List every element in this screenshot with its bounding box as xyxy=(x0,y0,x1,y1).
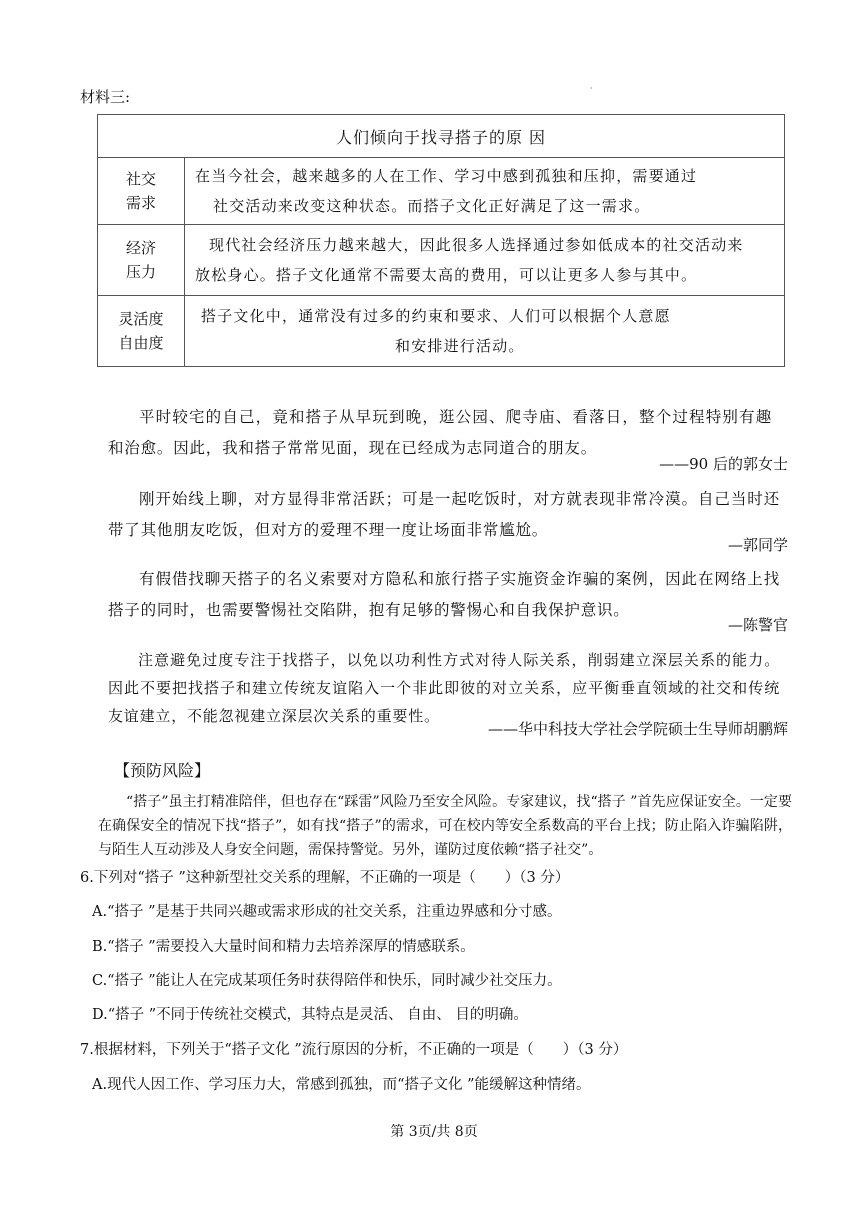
attribution-police: —陈警官 xyxy=(727,616,788,634)
question-6-option-c: C.“搭子 ”能让人在完成某项任务时获得陪伴和快乐，同时减少社交压力。 xyxy=(92,973,562,989)
attribution-professor: ——华中科技大学社会学院硕士生导师胡鹏辉 xyxy=(487,720,788,738)
quote-professor: 注意避免过度专注于找搭子，以免以功利性方式对待人际关系，削弱建立深层关系的能力。因此不要把找搭子和建立传统友谊陷入一个非此即彼的对立关系，应平衡垂直领域的社交和传统友谊建立，不能忽视建立深层次关系的重要性。 xyxy=(108,651,780,725)
row-description: 搭子文化中，通常没有过多的约束和要求、人们可以根据个人意愿 和安排进行活动。 xyxy=(185,296,785,367)
quote-guo: 平时较宅的自己，竟和搭子从早玩到晚，逛公园、爬寺庙、看落日，整个过程特别有趣和治愈。因此，我和搭子常常见面，现在已经成为志同道合的朋友。 xyxy=(108,408,772,457)
table-title: 人们倾向于找寻搭子的原 因 xyxy=(98,115,785,158)
quote-police: 有假借找聊天搭子的名义索要对方隐私和旅行搭子实施资金诈骗的案例，因此在网络上找搭子的同时，也需要警惕社交陷阱，抱有足够的警惕心和自我保护意识。 xyxy=(108,570,780,619)
risk-heading: 【预防风险】 xyxy=(114,761,211,780)
quote-classmate: 刚开始线上聊，对方显得非常活跃；可是一起吃饭时，对方就表现非常冷漠。自己当时还带了其他朋友吃饭，但对方的爱理不理一度让场面非常尴尬。 xyxy=(108,490,780,539)
row-description: 在当今社会，越来越多的人在工作、学习中感到孤独和压抑，需要通过 社交活动来改变这种状态。而搭子文化正好满足了这一需求。 xyxy=(185,158,785,225)
question-6-option-a: A.“搭子 ”是基于共同兴趣或需求形成的社交关系，注重边界感和分寸感。 xyxy=(92,904,562,920)
page-number: 第 3页/共 8页 xyxy=(390,1124,478,1140)
table-row xyxy=(98,296,785,367)
attribution-guo: ——90 后的郭女士 xyxy=(659,455,788,473)
question-7-option-a: A.现代人因工作、学习压力大，常感到孤独，而“搭子文化 ”能缓解这种情绪。 xyxy=(92,1077,591,1093)
question-7-stem: 7.根据材料，下列关于“搭子文化 ”流行原因的分析，不正确的一项是（ ）（3 分） xyxy=(80,1042,628,1058)
material-label: 材料三: xyxy=(80,88,131,106)
question-6-stem: 6.下列对“搭子 ”这种新型社交关系的理解，不正确的一项是（ ）（3 分） xyxy=(80,870,570,886)
attribution-classmate: —郭同学 xyxy=(727,536,788,554)
table-row xyxy=(98,158,785,225)
row-category: 社交 需求 xyxy=(98,158,185,225)
risk-paragraph: “搭子”虽主打精准陪伴，但也存在“踩雷”风险乃至安全风险。专家建议，找“搭子 ”首先应保证安全。一定要在确保安全的情况下找“搭子”，如有找“搭子”的需求，可在校内等安全系数高的平台上找；防止陷入诈骗陷阱，与陌生人互动涉及人身安全问题，需保持警觉。另外，谨防过度依赖“搭子社交”。 xyxy=(98,794,792,858)
margin-dot: · xyxy=(590,84,593,93)
question-6-option-b: B.“搭子 ”需要投入大量时间和精力去培养深厚的情感联系。 xyxy=(92,939,475,955)
row-category: 灵活度 自由度 xyxy=(98,296,185,367)
row-category: 经济 压力 xyxy=(98,225,185,296)
question-6-option-d: D.“搭子 ”不同于传统社交模式，其特点是灵活、 自由、 目的明确。 xyxy=(92,1007,528,1023)
table-row xyxy=(98,225,785,296)
reasons-table xyxy=(97,114,785,367)
row-description: 现代社会经济压力越来越大，因此很多人选择通过参如低成本的社交活动来 放松身心。搭子文化通常不需要太高的费用，可以让更多人参与其中。 xyxy=(185,225,785,296)
